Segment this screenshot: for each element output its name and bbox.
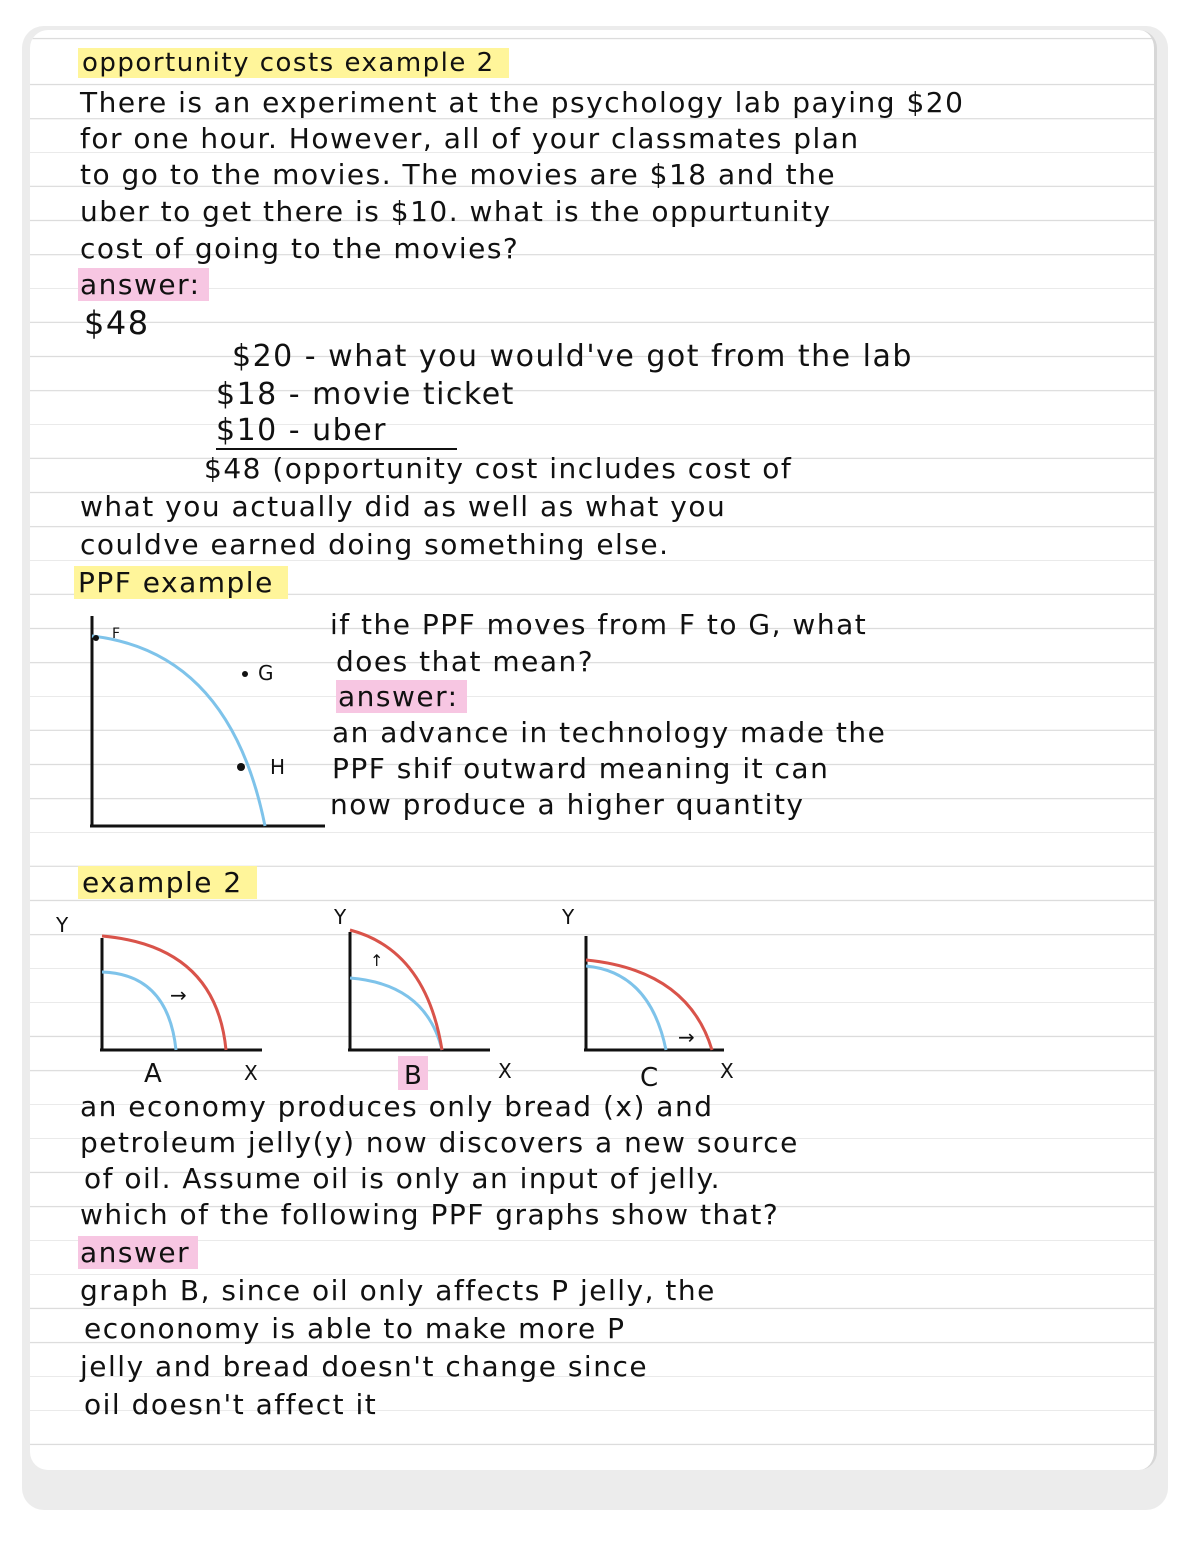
graph-label-b: B [404,1061,422,1091]
ppf-answer-label: answer: [336,680,467,714]
answer-value: $48 [84,304,150,342]
example2-answer-line: jelly and bread doesn't change since [80,1350,649,1383]
example2-question-line: which of the following PPF graphs show that? [80,1198,780,1231]
x-axis-label: X [720,1059,734,1083]
explanation-line: couldve earned doing something else. [80,528,670,561]
question-line: cost of going to the movies? [80,232,520,265]
x-axis-label: X [244,1061,258,1085]
red-curve [102,936,226,1050]
example2-answer-line: econonomy is able to make more P [84,1312,626,1345]
calc-line: $18 - movie ticket [216,377,515,412]
opportunity-title: opportunity costs example 2 [78,46,509,80]
y-axis-label: Y [334,905,347,929]
point-g-label: G [258,661,274,685]
ppf-graph [80,612,330,834]
ppf-title: PPF example [74,566,288,600]
question-line: uber to get there is $10. what is the oppurtunity [80,195,832,228]
shift-arrow: → [678,1025,695,1049]
graph-b [330,906,540,1092]
shift-arrow: → [170,983,187,1007]
x-axis-label: X [498,1059,512,1083]
y-axis-label: Y [562,905,575,929]
question-line: for one hour. However, all of your classmates plan [80,122,860,155]
example2-question-line: an economy produces only bread (x) and [80,1090,714,1123]
graph-label-a: A [144,1059,162,1089]
point-h [237,763,245,771]
ppf-answer-line: now produce a higher quantity [330,788,805,821]
graph-a [56,912,286,1092]
calc-line: $10 - uber [216,414,457,450]
example2-answer-line: graph B, since oil only affects P jelly, the [80,1274,716,1307]
ppf-question-line: if the PPF moves from F to G, what [330,608,868,641]
y-axis-label: Y [56,913,69,937]
example2-answer-line: oil doesn't affect it [84,1388,378,1421]
example2-title: example 2 [78,866,257,900]
example2-answer-label: answer [78,1236,198,1270]
point-f [93,635,99,641]
point-g [242,671,248,677]
explanation-line: what you actually did as well as what you [80,490,727,523]
answer-label: answer: [78,268,209,302]
ppf-question-line: does that mean? [336,645,595,678]
ppf-answer-line: PPF shif outward meaning it can [332,752,830,785]
example2-question-line: of oil. Assume oil is only an input of jelly. [84,1162,722,1195]
explanation-line: $48 (opportunity cost includes cost of [204,452,793,485]
blue-curve [102,972,176,1050]
shift-arrow: ↑ [370,951,384,970]
ppf-curve [92,636,265,826]
point-h-label: H [270,755,286,779]
blue-curve [350,978,442,1050]
ppf-answer-line: an advance in technology made the [332,716,887,749]
question-line: to go to the movies. The movies are $18 and the [80,158,837,191]
graph-c [560,906,760,1092]
point-f-label: F [112,626,121,642]
example2-question-line: petroleum jelly(y) now discovers a new source [80,1126,799,1159]
question-line: There is an experiment at the psychology lab paying $20 [80,86,965,119]
graph-label-c: C [640,1063,659,1093]
calc-line: $20 - what you would've got from the lab [232,339,913,374]
